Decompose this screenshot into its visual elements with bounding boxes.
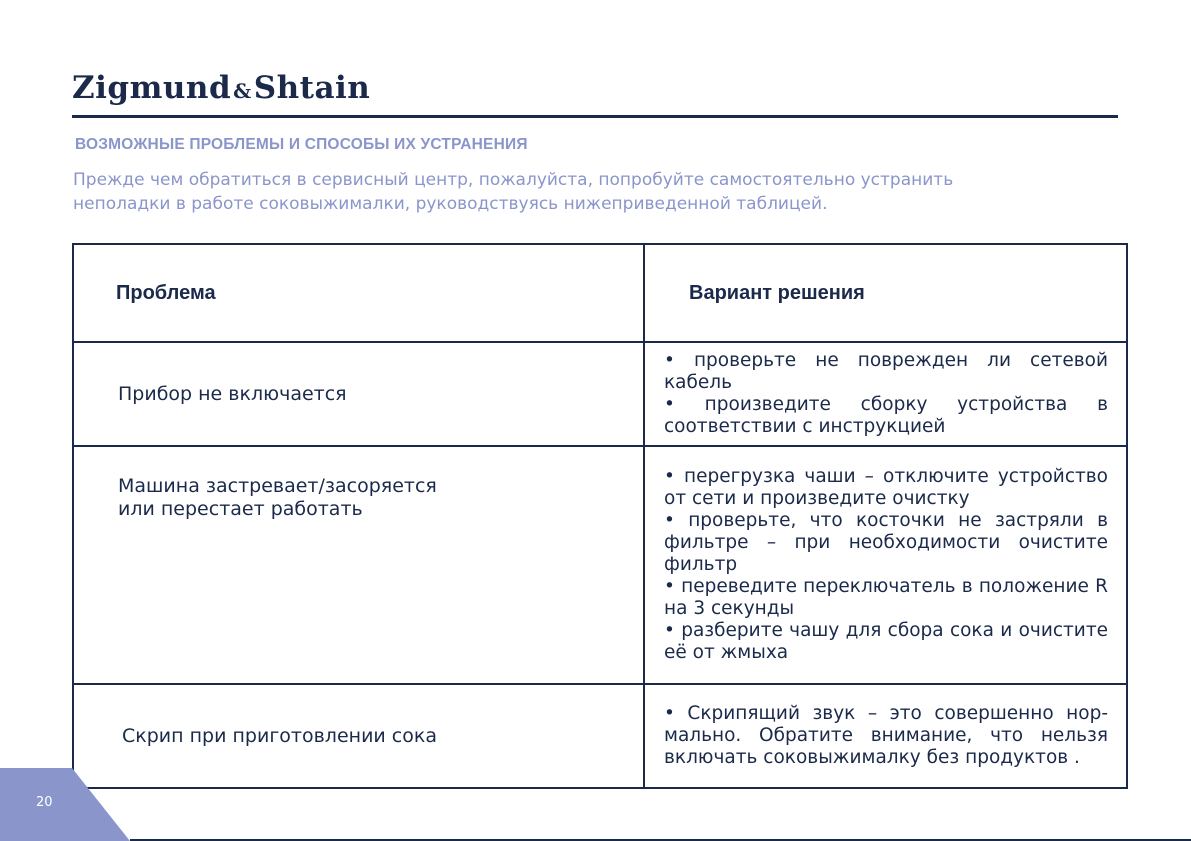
- solution-item: • произведите сборку устройства в соответствии с инструкцией: [664, 394, 1108, 437]
- problem-line: Машина застревает/засоряется: [118, 475, 437, 497]
- problem-cell: [73, 446, 644, 684]
- brand-logo: [72, 70, 370, 106]
- solution-item: • проверьте, что косточки не застряли в фильтре – при необходимости очистите фильтр: [664, 510, 1108, 575]
- problem-line: Прибор не включается: [118, 382, 347, 405]
- solution-cell: [644, 684, 1127, 788]
- header-rule: [72, 115, 1118, 118]
- problem-cell: [73, 342, 644, 446]
- section-title: ВОЗМОЖНЫЕ ПРОБЛЕМЫ И СПОСОБЫ ИХ УСТРАНЕНИЯ: [75, 136, 528, 153]
- solution-item: • разберите чашу для сбора сока и очистите её от жмыха: [664, 620, 1108, 663]
- problem-line: Скрип при приготовлении сока: [122, 724, 437, 747]
- intro-text: [73, 168, 1073, 216]
- brand-name-left: Zigmund: [72, 70, 232, 106]
- solution-item: • проверьте не поврежден ли сетевой кабель: [664, 350, 1108, 393]
- table-row: [73, 342, 1127, 446]
- troubleshooting-table: [72, 243, 1128, 789]
- problem-cell: [73, 684, 644, 788]
- header-problem: Проблема: [73, 244, 644, 342]
- brand-name-right: Shtain: [253, 70, 371, 106]
- solution-cell: [644, 342, 1127, 446]
- intro-line: Прежде чем обратиться в сервисный центр, пожалуйста, попробуйте самостоятельно устранить: [73, 170, 954, 190]
- intro-line: неполадки в работе соковыжималки, руководствуясь нижеприведенной таблицей.: [73, 194, 828, 214]
- problem-line: или перестает работать: [118, 498, 363, 520]
- table-row: [73, 446, 1127, 684]
- header-solution: Вариант решения: [644, 244, 1127, 342]
- solution-item: • переведите переключатель в положение R на 3 секунды: [664, 576, 1108, 619]
- table-row: [73, 684, 1127, 788]
- brand-ampersand: &: [233, 79, 252, 103]
- page-number: 20: [36, 795, 53, 810]
- solution-item: • перегрузка чаши – отключите устройство от сети и произведите очистку: [664, 466, 1108, 509]
- solution-item: • Скрипящий звук – это совершенно нор-мально. Обратите внимание, что нельзя включать соковыжималку без продуктов .: [664, 703, 1108, 768]
- table-header-row: [73, 244, 1127, 342]
- solution-cell: [644, 446, 1127, 684]
